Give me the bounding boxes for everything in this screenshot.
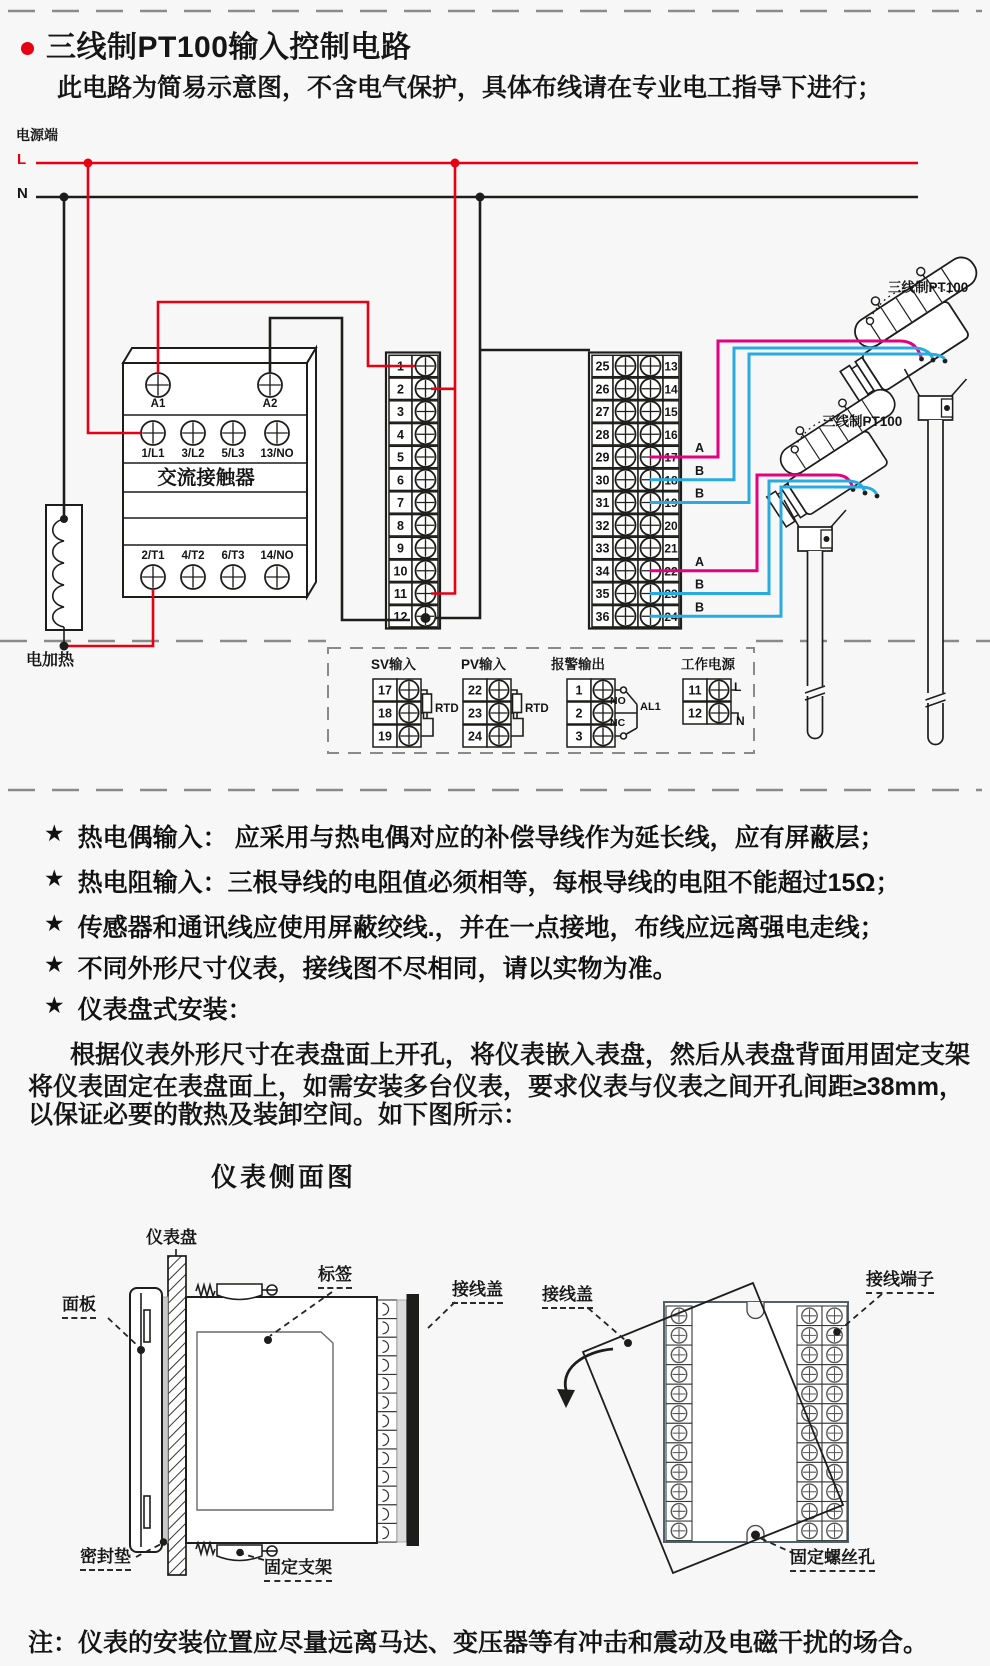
terminal-strip-25-36-13-24 [589, 353, 681, 629]
note-item-4 [44, 949, 678, 985]
svg-label: 5/L3 [221, 448, 245, 460]
line-n-label: N [17, 185, 28, 202]
note-item-5 [44, 990, 253, 1026]
callout-front-panel: 面板 [62, 1295, 96, 1319]
callout-wiring-cover-right: 接线盖 [542, 1285, 593, 1309]
note-item-3 [44, 908, 885, 944]
contactor-label: 交流接触器 [157, 467, 255, 489]
callout-label-sticker: 标签 [318, 1265, 352, 1289]
svg-label: 35 [595, 587, 610, 602]
sensor2-label: 三线制PT100 [822, 414, 903, 429]
svg-label: 11 [393, 587, 408, 602]
svg-label: 5 [397, 450, 404, 465]
sensor1-label: 三线制PT100 [888, 280, 969, 295]
svg-label: A [695, 441, 705, 455]
svg-label: 1/L1 [141, 448, 165, 460]
star-icon: ★ [44, 865, 65, 891]
terminal-strip-1-12 [386, 353, 440, 629]
group-sv-title: SV输入 [371, 657, 417, 672]
callout-fixing-screw-hole: 固定螺丝孔 [790, 1548, 875, 1572]
svg-label: 32 [595, 518, 610, 533]
svg-label: 22 [468, 683, 482, 698]
svg-label: B [695, 600, 705, 615]
svg-label: 18 [664, 473, 678, 488]
svg-label: 1 [397, 359, 404, 374]
page-title: 三线制PT100输入控制电路 [46, 31, 412, 64]
callout-seal-gasket: 密封垫 [80, 1547, 131, 1571]
svg-label: 20 [664, 518, 678, 533]
callout-panel-board: 仪表盘 [146, 1228, 197, 1247]
svg-label: 22 [664, 564, 678, 579]
svg-label: 11 [688, 683, 702, 698]
heater-label: 电加热 [26, 652, 75, 669]
star-icon: ★ [44, 910, 65, 936]
svg-label: 2/T1 [141, 550, 165, 562]
power-n-tag: N [736, 714, 745, 728]
svg-label: 7 [397, 496, 404, 511]
svg-label: 2 [397, 382, 404, 397]
svg-label: 23 [664, 587, 678, 602]
svg-label: 17 [664, 450, 678, 465]
title-bullet-icon [21, 42, 34, 55]
label-sticker-shape [197, 1332, 333, 1510]
svg-label: 4/T2 [181, 550, 205, 562]
svg-label: 34 [595, 564, 610, 579]
callout-wiring-cover-left: 接线盖 [452, 1280, 503, 1304]
svg-label: 23 [468, 706, 482, 721]
heater-symbol [46, 197, 82, 646]
side-view-terminal-cells [378, 1300, 398, 1542]
rotate-arrow-icon [565, 1349, 613, 1396]
svg-label: 33 [595, 541, 610, 556]
note-item-1 [44, 818, 885, 854]
svg-label: 36 [595, 609, 610, 624]
rtd-tag-pv: RTD [525, 703, 549, 715]
callout-fixing-bracket: 固定支架 [264, 1558, 332, 1582]
svg-label: 16 [664, 427, 678, 442]
page-subtitle: 此电路为简易示意图，不含电气保护，具体布线请在专业电工指导下进行； [57, 74, 883, 102]
svg-label: 24 [468, 729, 482, 744]
group-pv-title: PV输入 [461, 657, 507, 672]
bottom-note: 注：仪表的安装位置应尽量远离马达、变压器等有冲击和震动及电磁干扰的场合。 [28, 1629, 929, 1657]
power-l-tag: L [734, 680, 742, 694]
svg-label: 18 [378, 706, 392, 721]
svg-label: 3/L2 [181, 448, 205, 460]
svg-label: B [695, 577, 705, 592]
star-icon: ★ [44, 820, 65, 846]
svg-label: 15 [664, 405, 678, 420]
svg-label: 21 [664, 541, 678, 556]
note-text: 热电阻输入：三根导线的电阻值必须相等，每根导线的电阻不能超过15Ω； [77, 869, 901, 897]
wire-phase-labels [695, 441, 704, 614]
install-paragraph-line2: 将仪表固定在表盘面上，如需安装多台仪表，要求仪表与仪表之间开孔间距≥38mm， [28, 1073, 964, 1101]
alarm-al1-tag: AL1 [640, 701, 661, 713]
wiring-cover-shape [407, 1294, 420, 1546]
star-icon: ★ [44, 951, 65, 977]
svg-label: 1 [575, 683, 583, 698]
alarm-nc-tag: NC [610, 717, 626, 729]
svg-label: 8 [397, 518, 404, 533]
group-alarm-title: 报警输出 [551, 657, 605, 672]
svg-label: 17 [378, 683, 392, 698]
svg-label: 14 [664, 382, 678, 397]
rear-view-diagram [557, 1283, 882, 1573]
svg-label: 25 [595, 359, 610, 374]
svg-label: 27 [595, 405, 610, 420]
svg-label: 6/T3 [221, 550, 245, 562]
svg-label: B [695, 486, 705, 501]
svg-label: 12 [688, 706, 702, 721]
svg-label: 29 [595, 450, 610, 465]
svg-label: 24 [664, 609, 678, 624]
group-power-title: 工作电源 [681, 657, 735, 672]
svg-label: A2 [262, 398, 278, 410]
svg-label: 19 [664, 496, 678, 511]
note-text: 仪表盘式安装： [77, 996, 253, 1024]
svg-label: 3 [397, 405, 404, 420]
svg-label: 26 [595, 382, 610, 397]
note-text: 传感器和通讯线应使用屏蔽绞线.，并在一点接地，布线应远离强电走线； [77, 914, 885, 942]
install-paragraph-line3: 以保证必要的散热及装卸空间。如下图所示： [28, 1101, 529, 1129]
side-view-title: 仪表侧面图 [211, 1163, 357, 1192]
svg-label: 10 [393, 564, 408, 579]
side-view-diagram [108, 1249, 455, 1575]
svg-label: 30 [595, 473, 610, 488]
svg-label: 14/NO [260, 550, 294, 562]
power-terminal-label: 电源端 [16, 127, 58, 143]
install-paragraph-line1: 根据仪表外形尺寸在表盘面上开孔，将仪表嵌入表盘，然后从表盘背面用固定支架 [70, 1041, 971, 1069]
svg-label: 13/NO [260, 448, 294, 460]
line-l-label: L [17, 151, 27, 168]
star-icon: ★ [44, 992, 65, 1018]
callout-wiring-terminal: 接线端子 [866, 1270, 934, 1294]
svg-label: B [695, 463, 705, 478]
rtd-tag-sv: RTD [435, 703, 459, 715]
svg-label: 13 [664, 359, 678, 374]
svg-label: 4 [397, 427, 404, 442]
svg-label: A1 [150, 398, 166, 410]
alarm-no-tag: NO [610, 695, 626, 707]
note-text: 不同外形尺寸仪表，接线图不尽相同，请以实物为准。 [77, 955, 678, 983]
svg-label: 6 [397, 473, 404, 488]
fixing-bracket-top [217, 1284, 262, 1300]
note-item-2 [44, 863, 900, 899]
svg-label: 31 [595, 496, 610, 511]
wire-neutral-drop [436, 197, 480, 618]
svg-label: 2 [575, 706, 583, 721]
svg-label: 19 [378, 729, 392, 744]
svg-label: 12 [393, 609, 408, 624]
svg-label: 9 [397, 541, 404, 556]
note-text: 热电偶输入： 应采用与热电偶对应的补偿导线作为延长线，应有屏蔽层； [77, 824, 885, 852]
svg-label: A [695, 554, 705, 569]
svg-label: 3 [575, 729, 583, 744]
svg-label: 28 [595, 427, 610, 442]
